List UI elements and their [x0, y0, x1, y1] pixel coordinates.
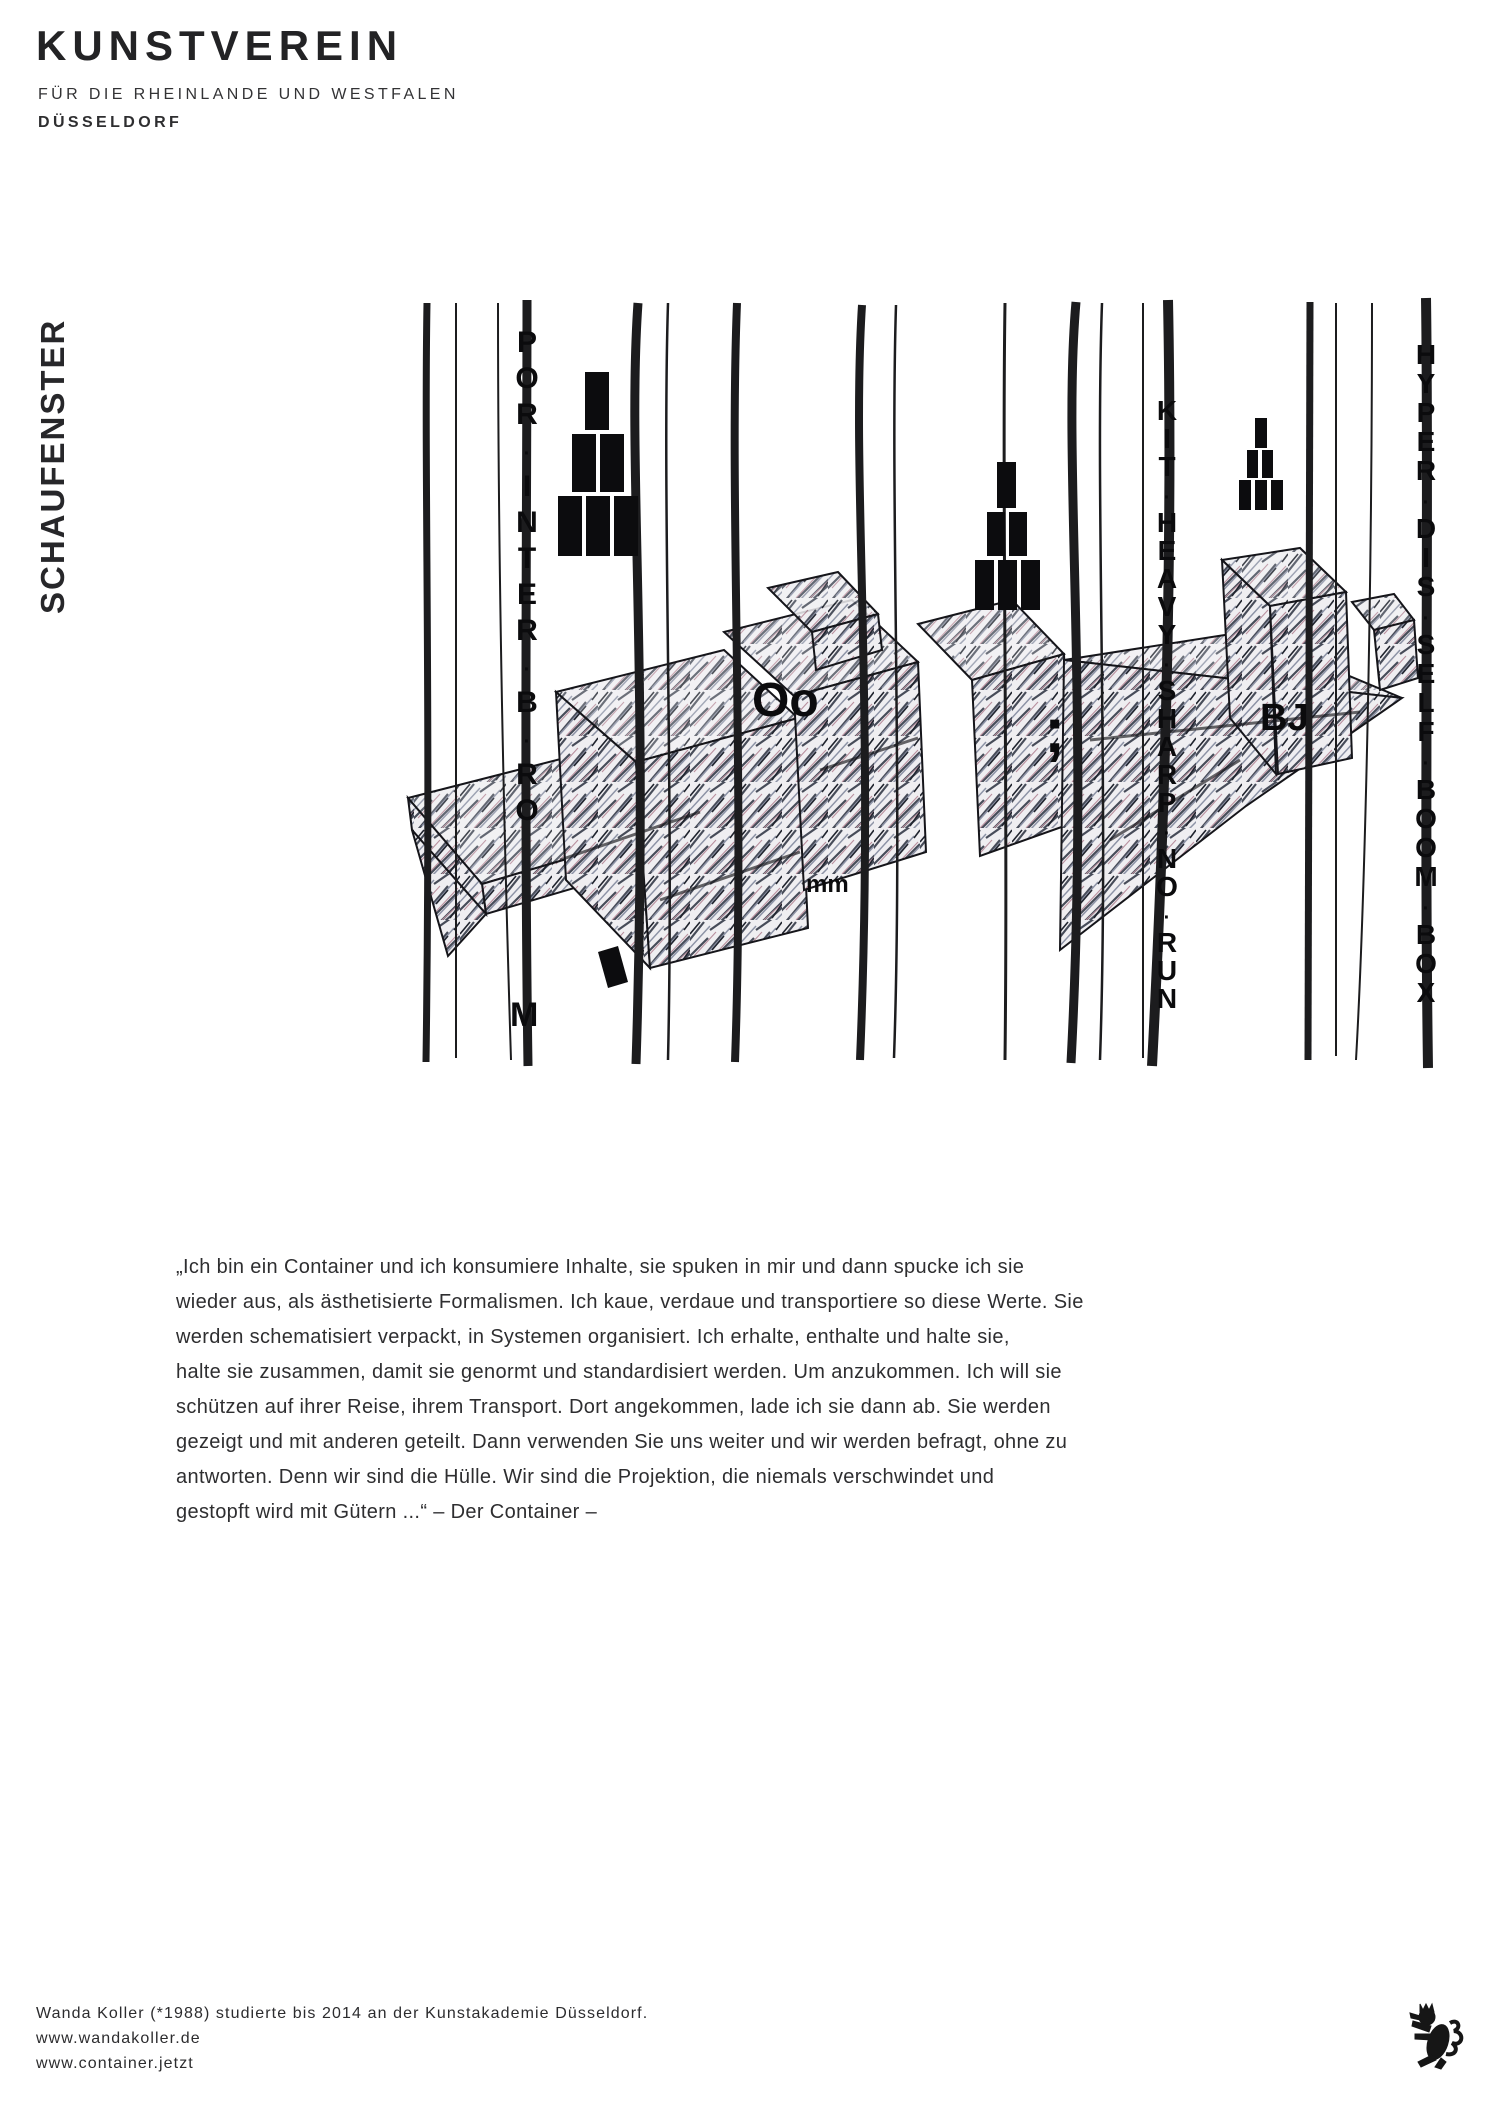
lion-emblem-icon	[1408, 2002, 1466, 2070]
vertical-text-left: P O R · I N T E R · B · R O	[515, 326, 539, 827]
glyph-mm: mm	[806, 871, 849, 898]
logo-title: KUNSTVEREIN	[36, 22, 404, 69]
glyph-diagonal-bar	[598, 946, 628, 988]
glyph-semicolon: ;	[1044, 694, 1066, 766]
glyph-bj: BJ	[1260, 697, 1309, 739]
pyramid-large	[558, 372, 638, 556]
pyramid-small	[1239, 418, 1283, 510]
glyph-oo: Oo	[752, 674, 819, 727]
artwork-container-collage	[395, 295, 1445, 1075]
artist-bio: Wanda Koller (*1988) studierte bis 2014 an der Kunstakademie Düsseldorf.	[36, 2005, 649, 2022]
container-website-link[interactable]: www.container.jetzt	[36, 2055, 194, 2072]
vertical-page-title: SCHAUFENSTER	[34, 318, 71, 614]
logo-subtitle: FÜR DIE RHEINLANDE UND WESTFALEN	[38, 86, 459, 103]
quote-line: wieder aus, als ästhetisierte Formalismen. Ich kaue, verdaue und transportiere so diese Werte. Sie	[176, 1291, 1084, 1313]
pyramid-medium	[975, 462, 1040, 610]
quote-line: gestopft wird mit Gütern ...“ – Der Container –	[176, 1501, 598, 1523]
quote-line: antworten. Denn wir sind die Hülle. Wir sind die Projektion, die niemals verschwindet und	[176, 1466, 995, 1488]
quote-line: schützen auf ihrer Reise, ihrem Transport. Dort angekommen, lade ich sie dann ab. Sie werden	[176, 1396, 1051, 1418]
quote-line: halte sie zusammen, damit sie genormt und standardisiert werden. Um anzukommen. Ich will sie	[176, 1361, 1062, 1383]
logo-city: DÜSSELDORF	[38, 114, 183, 131]
quote-line: „Ich bin ein Container und ich konsumiere Inhalte, sie spuken in mir und dann spucke ich sie	[176, 1256, 1025, 1278]
quote-line: werden schematisiert verpackt, in Systemen organisiert. Ich erhalte, enthalte und halte sie,	[176, 1326, 1010, 1348]
vertical-text-middle: K I T · H E A V Y · S H A R P · N O · R U N	[1156, 395, 1178, 1014]
vertical-text-right: H Y P E R · D I S · S E L F · B O O M · B O X	[1414, 339, 1438, 1008]
quote-line: gezeigt und mit anderen geteilt. Dann verwenden Sie uns weiter und wir werden befragt, ohne zu	[176, 1431, 1068, 1453]
glyph-m: M	[510, 996, 539, 1034]
artist-website-link[interactable]: www.wandakoller.de	[36, 2030, 201, 2047]
container-boxes	[408, 548, 1418, 968]
quote-block	[176, 1250, 1084, 1530]
footer	[36, 2001, 648, 2076]
